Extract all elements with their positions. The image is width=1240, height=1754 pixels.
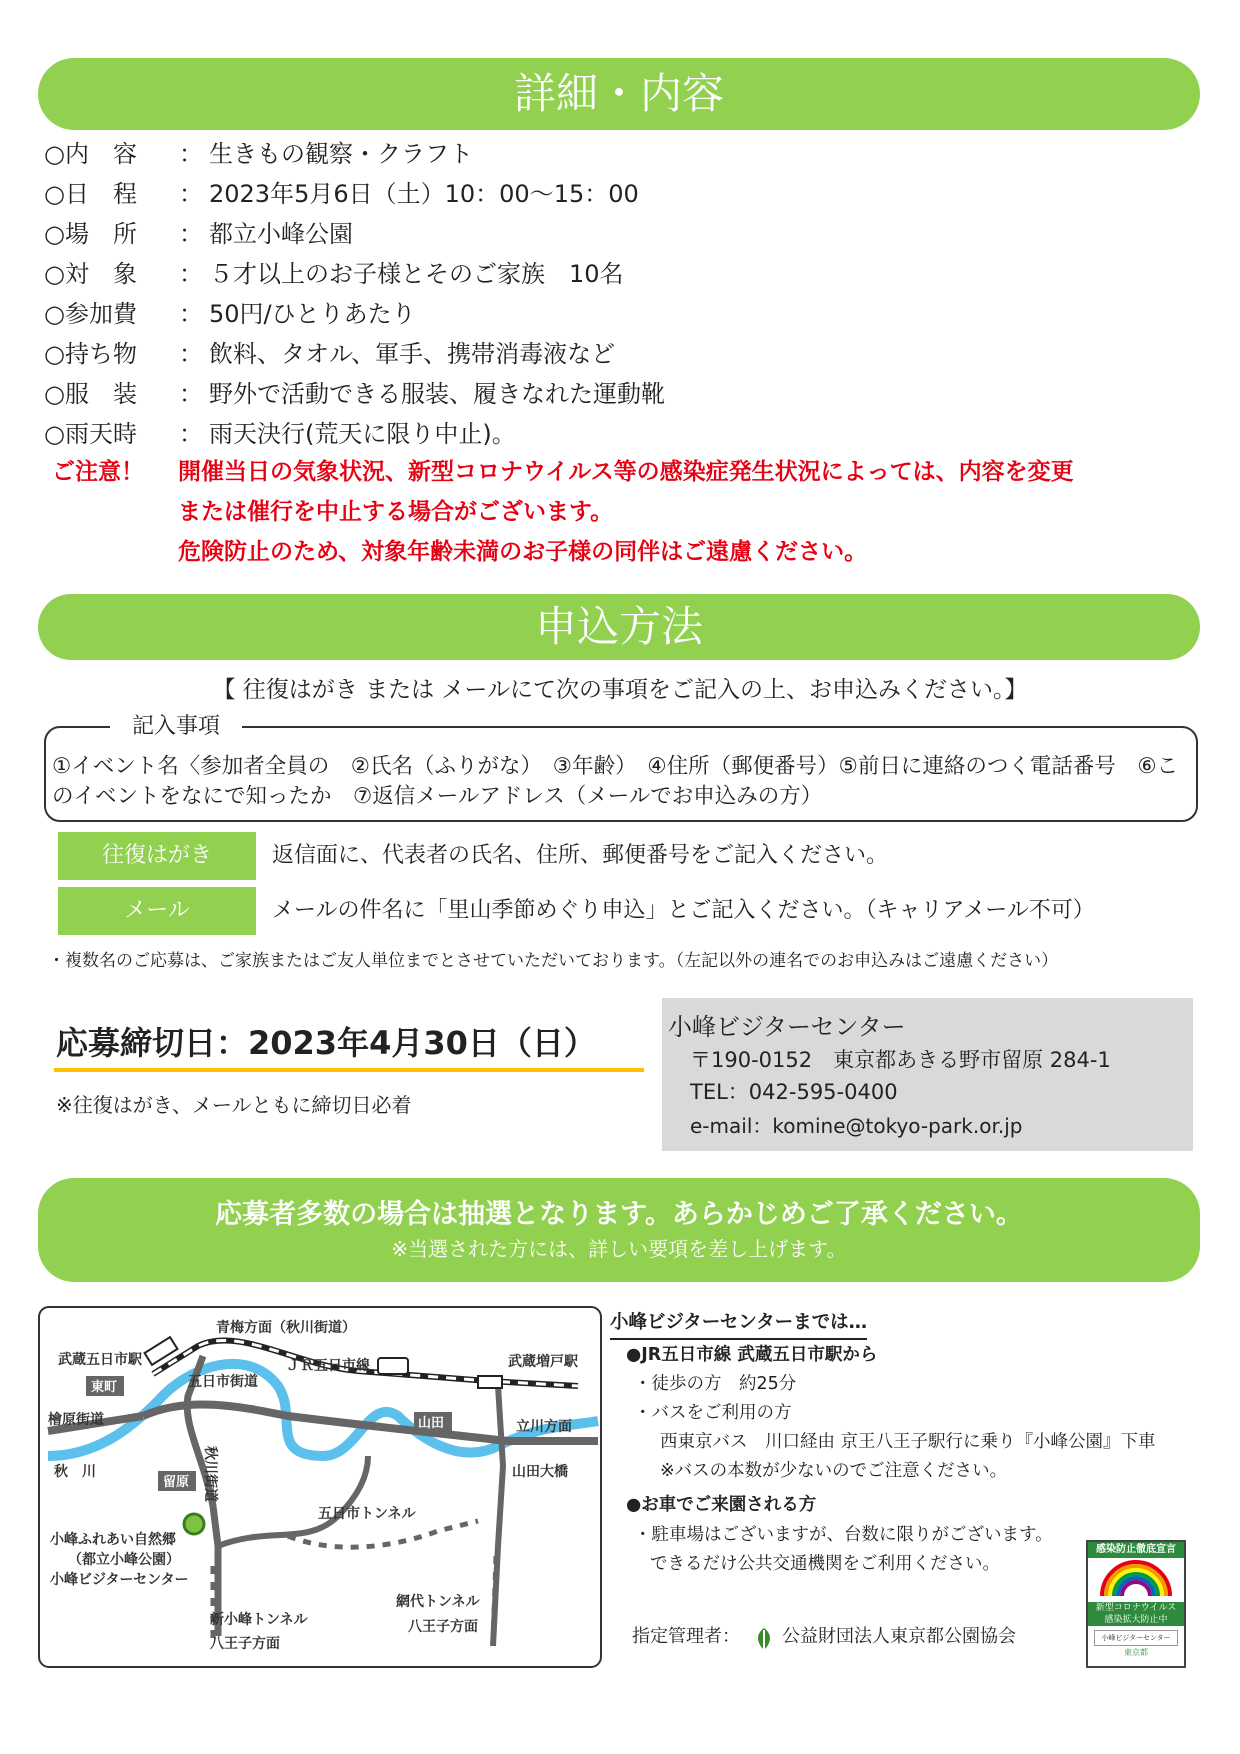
map-label-yamada: 山田 bbox=[418, 1416, 445, 1431]
map-label-musashi-masuko: 武蔵増戸駅 bbox=[508, 1354, 578, 1370]
fields-legend: 記入事項 bbox=[110, 712, 242, 742]
map-label-akigawa-kaido: 秋川街道 bbox=[202, 1446, 218, 1502]
detail-label: ○参加費 bbox=[44, 300, 137, 328]
details-title: 詳細・内容 bbox=[513, 69, 724, 118]
fields-text: ①イベント名〈参加者全員の ②氏名（ふりがな） ③年齢） ④住所（郵便番号）⑤前日に連絡のつく電話番号 ⑥このイベントをなにで知ったか ⑦返信メールアドレス（メールでお申込みの方） bbox=[52, 754, 1179, 809]
map-label-higashimachi: 東町 bbox=[91, 1380, 118, 1395]
deadline-underline bbox=[54, 1068, 644, 1072]
map-label-jr-line: ＪＲ五日市線 bbox=[286, 1358, 370, 1374]
badge-place: 小峰ビジターセンター bbox=[1094, 1630, 1178, 1646]
detail-row bbox=[44, 376, 665, 412]
method-email-desc: メールの件名に「里山季節めぐり申込」とご記入ください。（キャリアメール不可） bbox=[272, 898, 1095, 923]
lottery-banner bbox=[38, 1178, 1200, 1282]
badge-gov: 東京都 bbox=[1124, 1648, 1148, 1657]
map-label-ome: 青梅方面（秋川街道） bbox=[216, 1320, 356, 1336]
method-postcard-desc: 返信面に、代表者の氏名、住所、郵便番号をご記入ください。 bbox=[272, 843, 889, 868]
method-postcard-label: 往復はがき bbox=[58, 832, 256, 880]
detail-value: 50円/ひとりあたり bbox=[209, 300, 416, 328]
detail-separator: ： bbox=[179, 340, 203, 368]
detail-row bbox=[44, 136, 473, 172]
access-bus-detail: 西東京バス 川口経由 京王八王子駅行に乗り『小峰公園』下車 bbox=[660, 1432, 1156, 1452]
caution-label: ご注意！ bbox=[52, 459, 144, 485]
map-label-park-name3: 小峰ビジターセンター bbox=[50, 1572, 189, 1588]
caution-line-1: 開催当日の気象状況、新型コロナウイルス等の感染症発生状況によっては、内容を変更 bbox=[178, 459, 1074, 485]
detail-row bbox=[44, 256, 624, 292]
access-train-heading: ●JR五日市線 武蔵五日市駅から bbox=[626, 1345, 878, 1365]
group-note: ・複数名のご応募は、ご家族またはご友人単位までとさせていただいております。（左記以外の連名でのお申込みはご遠慮ください） bbox=[48, 951, 1059, 971]
detail-row bbox=[44, 336, 615, 372]
contact-postal: 〒190-0152 東京都あきる野市留原 284-1 bbox=[690, 1048, 1111, 1072]
lottery-main: 応募者多数の場合は抽選となります。あらかじめご了承ください。 bbox=[215, 1199, 1023, 1230]
badge-line1: 新型コロナウイルス bbox=[1088, 1602, 1184, 1614]
map-label-park-name1: 小峰ふれあい自然郷 bbox=[50, 1532, 176, 1548]
detail-separator: ： bbox=[179, 220, 203, 248]
park-association-logo-icon bbox=[752, 1626, 776, 1652]
detail-value: 野外で活動できる服装、履きなれた運動靴 bbox=[209, 380, 665, 408]
access-bus: ・バスをご利用の方 bbox=[634, 1403, 792, 1423]
access-car-heading: ●お車でご来園される方 bbox=[626, 1495, 817, 1515]
detail-label: ○場 所 bbox=[44, 220, 137, 248]
infection-prevention-badge bbox=[1086, 1540, 1186, 1668]
detail-value: 生きもの観察・クラフト bbox=[209, 140, 473, 168]
detail-separator: ： bbox=[179, 300, 203, 328]
contact-name: 小峰ビジターセンター bbox=[668, 1013, 906, 1041]
badge-line2: 感染拡大防止中 bbox=[1088, 1614, 1184, 1626]
detail-row bbox=[44, 176, 639, 212]
detail-label: ○持ち物 bbox=[44, 340, 137, 368]
apply-banner bbox=[38, 594, 1200, 660]
access-walk: ・徒歩の方 約25分 bbox=[634, 1374, 797, 1394]
map-label-akigawa: 秋 川 bbox=[54, 1464, 96, 1480]
manager-label: 指定管理者： bbox=[632, 1626, 740, 1647]
map-label-yamada-ohashi: 山田大橋 bbox=[512, 1464, 568, 1480]
method-email-label: メール bbox=[58, 887, 256, 935]
deadline-text: 応募締切日：2023年4月30日（日） bbox=[56, 1024, 596, 1062]
detail-row bbox=[44, 216, 353, 252]
map-label-hinokihara-kaido: 檜原街道 bbox=[48, 1412, 104, 1428]
rainbow-icon bbox=[1088, 1558, 1184, 1598]
detail-label: ○服 装 bbox=[44, 380, 137, 408]
detail-label: ○雨天時 bbox=[44, 420, 137, 448]
map-label-itsukaichi-kaido: 五日市街道 bbox=[188, 1374, 258, 1390]
map-label-itsukaichi-tunnel: 五日市トンネル bbox=[318, 1506, 416, 1522]
caution-line-3: 危険防止のため、対象年齢未満のお子様の同伴はご遠慮ください。 bbox=[178, 539, 868, 565]
access-map bbox=[38, 1306, 602, 1668]
contact-tel: TEL：042-595-0400 bbox=[690, 1080, 898, 1104]
map-label-hachioji2: 八王子方面 bbox=[408, 1619, 478, 1635]
detail-value: ５才以上のお子様とそのご家族 10名 bbox=[209, 260, 624, 288]
map-label-tomehara: 留原 bbox=[163, 1475, 190, 1490]
access-transit: できるだけ公共交通機関をご利用ください。 bbox=[650, 1554, 1000, 1574]
badge-top: 感染防止徹底宣言 bbox=[1088, 1542, 1184, 1558]
detail-row bbox=[44, 296, 416, 332]
detail-value: 2023年5月6日（土）10：00～15：00 bbox=[209, 180, 639, 208]
lottery-sub: ※当選された方には、詳しい要項を差し上げます。 bbox=[391, 1237, 847, 1261]
komine-park-marker bbox=[184, 1514, 204, 1534]
map-label-park-name2: （都立小峰公園） bbox=[68, 1552, 180, 1568]
map-label-shinkomine-tunnel: 新小峰トンネル bbox=[210, 1612, 308, 1628]
apply-title: 申込方法 bbox=[534, 602, 703, 651]
caution-line-2: または催行を中止する場合がございます。 bbox=[178, 499, 614, 525]
access-parking: ・駐車場はございますが、台数に限りがございます。 bbox=[634, 1525, 1053, 1545]
detail-separator: ： bbox=[179, 380, 203, 408]
detail-separator: ： bbox=[179, 140, 203, 168]
detail-value: 都立小峰公園 bbox=[209, 220, 353, 248]
access-title: 小峰ビジターセンターまでは… bbox=[610, 1308, 867, 1340]
detail-label: ○内 容 bbox=[44, 140, 137, 168]
detail-label: ○対 象 bbox=[44, 260, 137, 288]
manager-name: 公益財団法人東京都公園協会 bbox=[782, 1626, 1016, 1647]
contact-email: e-mail：komine@tokyo-park.or.jp bbox=[690, 1114, 1023, 1138]
detail-value: 雨天決行(荒天に限り中止)。 bbox=[209, 420, 516, 448]
detail-value: 飲料、タオル、軍手、携帯消毒液など bbox=[209, 340, 616, 368]
map-label-tachikawa: 立川方面 bbox=[516, 1419, 572, 1435]
detail-label: ○日 程 bbox=[44, 180, 137, 208]
detail-separator: ： bbox=[179, 260, 203, 288]
details-banner bbox=[38, 58, 1200, 130]
detail-row bbox=[44, 416, 516, 452]
map-label-amishiro-tunnel: 網代トンネル bbox=[396, 1594, 480, 1610]
deadline-note: ※往復はがき、メールともに締切日必着 bbox=[56, 1093, 412, 1117]
apply-instruction: 【 往復はがき または メールにて次の事項をご記入の上、お申込みください。】 bbox=[212, 677, 1028, 703]
map-label-musashi-itsukaichi: 武蔵五日市駅 bbox=[58, 1352, 142, 1368]
detail-separator: ： bbox=[179, 180, 203, 208]
detail-separator: ： bbox=[179, 420, 203, 448]
access-bus-note: ※バスの本数が少ないのでご注意ください。 bbox=[660, 1461, 1008, 1481]
map-label-hachioji1: 八王子方面 bbox=[210, 1636, 280, 1652]
